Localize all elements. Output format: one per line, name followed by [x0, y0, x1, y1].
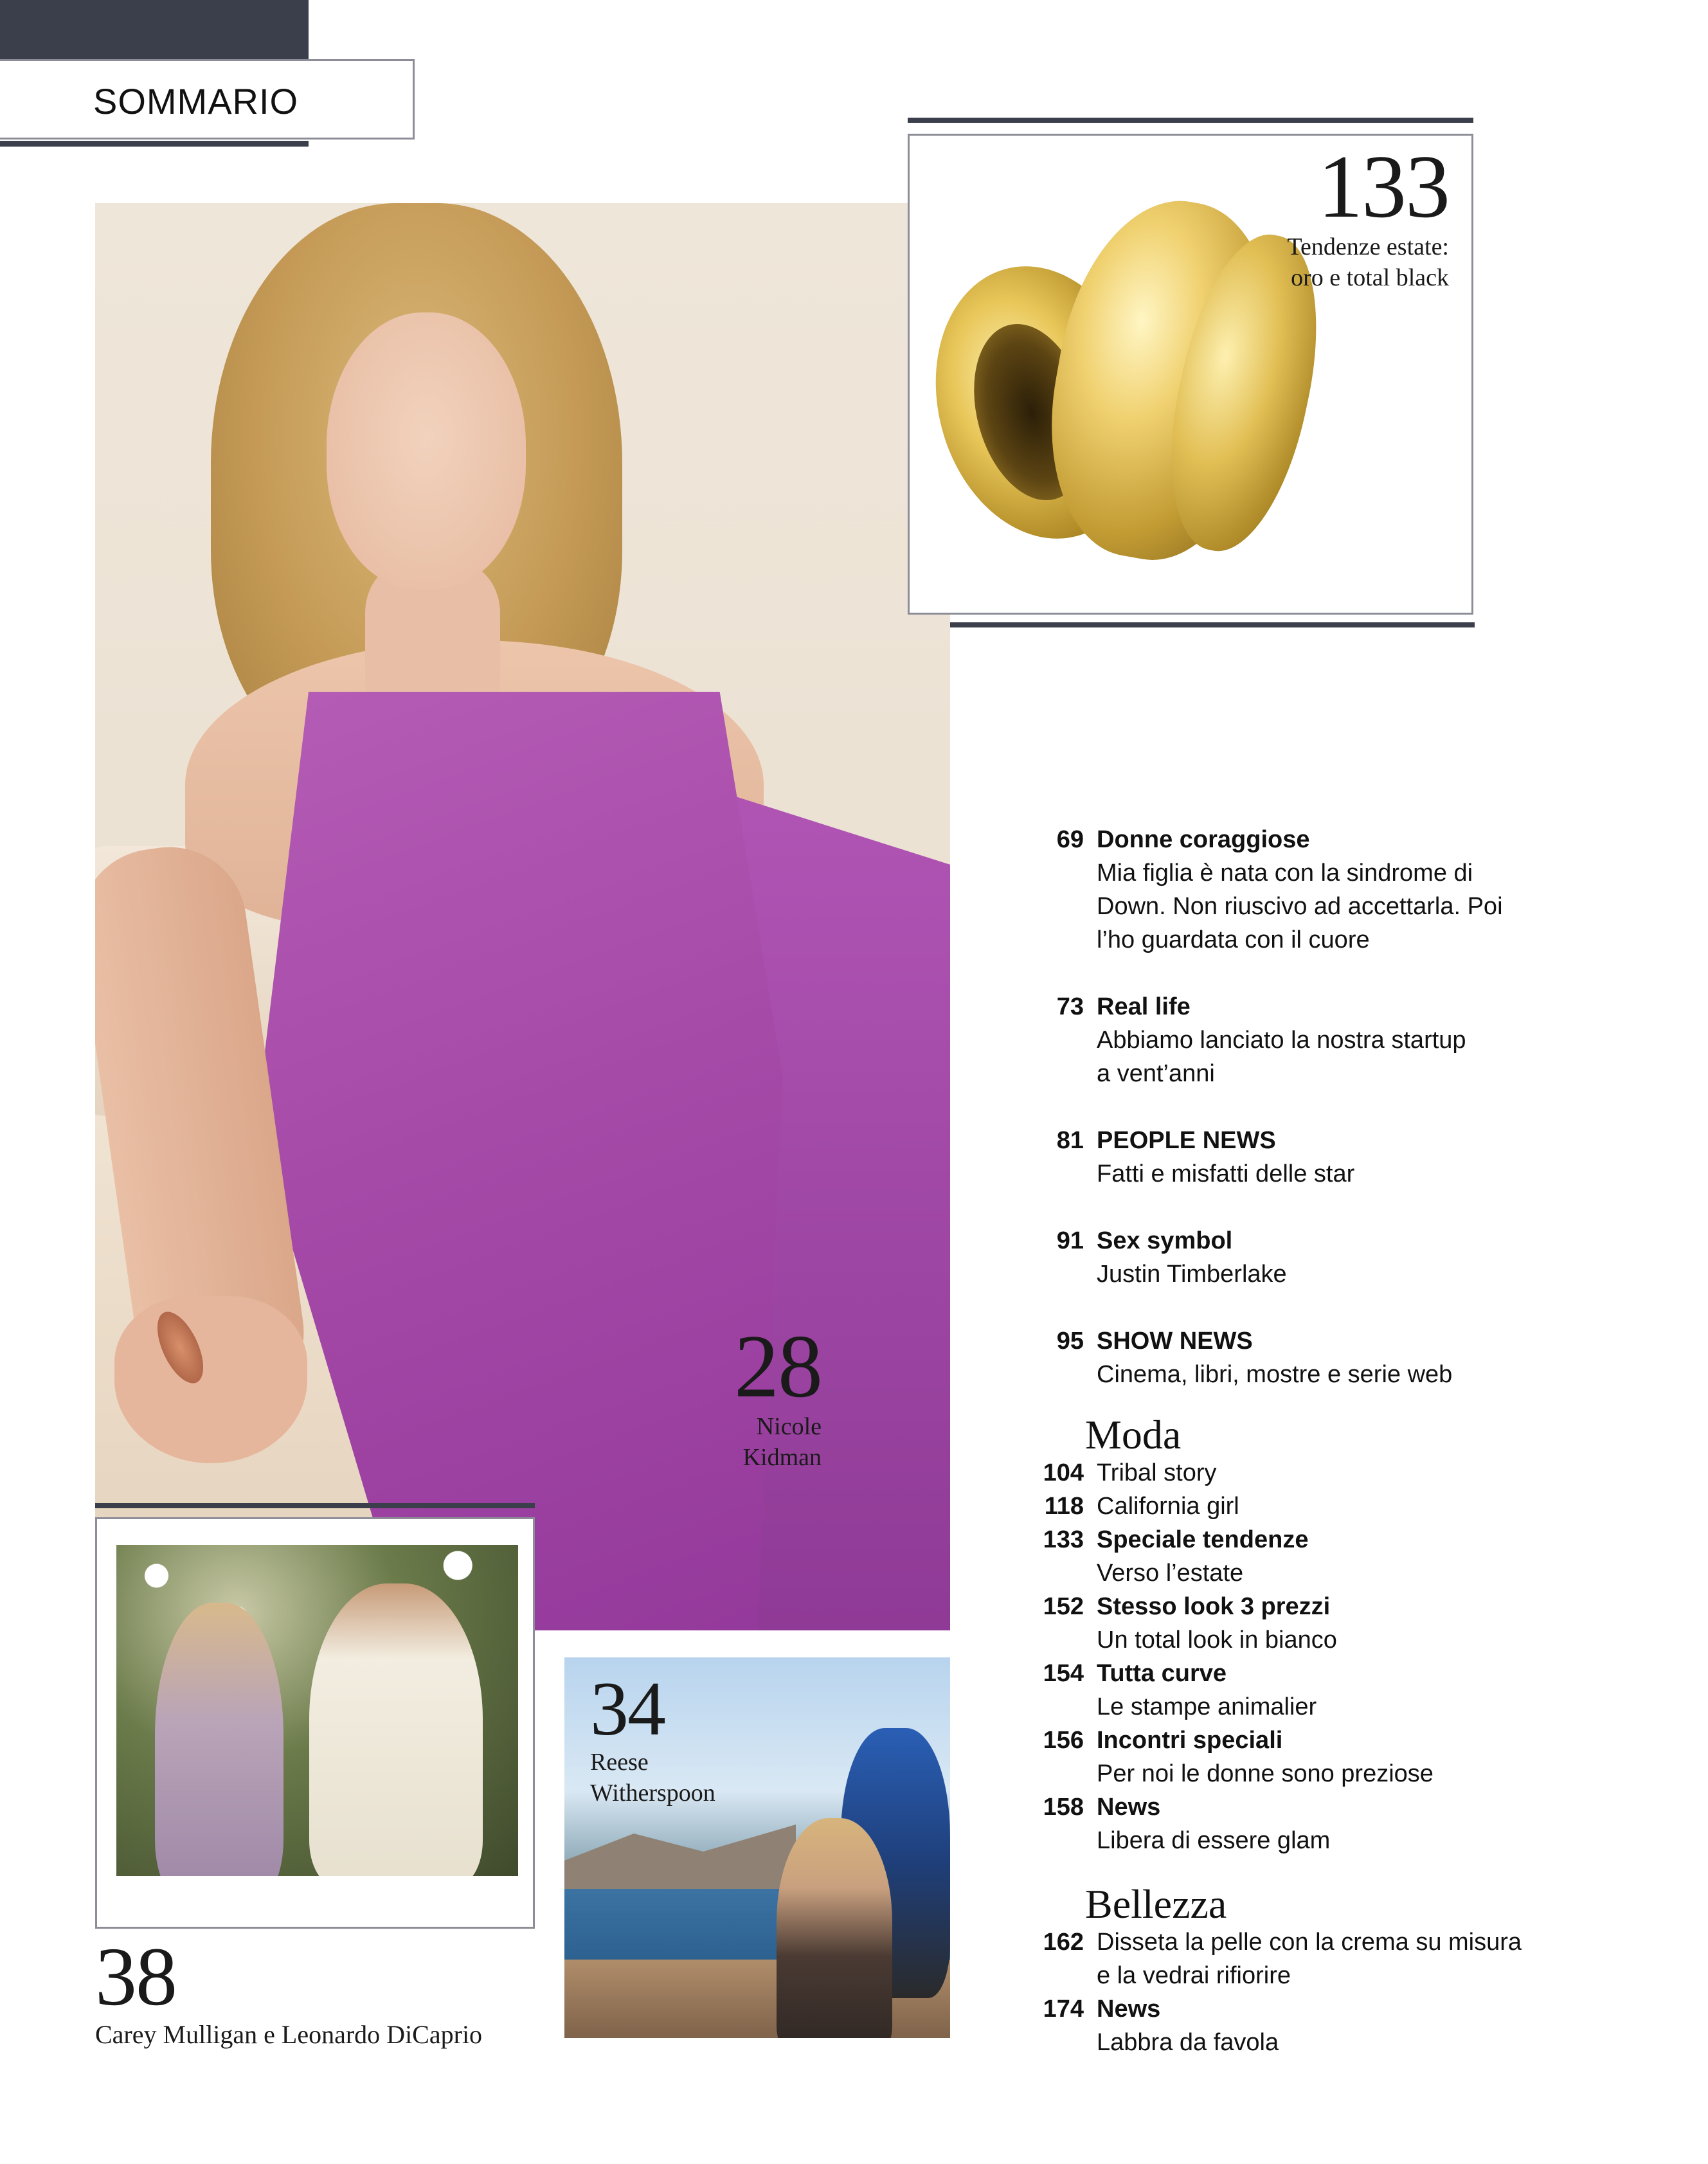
toc-description: Labbra da favola — [1097, 2029, 1279, 2056]
photo-great-gatsby-still — [116, 1545, 518, 1876]
cover-photo-nicole-kidman[interactable] — [95, 203, 950, 1630]
caption-34 — [590, 1666, 715, 1808]
toc-title: Speciale tendenze — [1097, 1526, 1309, 1553]
caption-133 — [1192, 137, 1449, 293]
toc-description: Un total look in bianco — [1097, 1627, 1337, 1654]
feature-photo-34[interactable] — [564, 1657, 950, 2038]
toc-page-number: 73 — [1056, 993, 1084, 1020]
toc-title: California girl — [1097, 1493, 1239, 1520]
toc-page-number: 154 — [1043, 1660, 1084, 1687]
caption-line: Reese — [590, 1749, 649, 1776]
header-bar — [0, 0, 309, 59]
toc-section-heading: Bellezza — [1085, 1881, 1227, 1927]
caption-line: oro e total black — [1291, 264, 1449, 291]
caption-page-number: 34 — [590, 1666, 665, 1751]
toc-description: Down. Non riuscivo ad accettarla. Poi — [1097, 893, 1503, 920]
photo-38-top-rule — [95, 1503, 535, 1508]
section-title: SOMMARIO — [93, 81, 299, 122]
toc-page-number: 133 — [1043, 1526, 1084, 1553]
toc-page-number: 118 — [1044, 1493, 1084, 1520]
ring-box-top-rule — [908, 118, 1473, 123]
toc-page-number: 95 — [1056, 1328, 1084, 1355]
caption-line: Kidman — [742, 1443, 822, 1471]
caption-28 — [693, 1317, 822, 1473]
toc-title: Tutta curve — [1097, 1660, 1227, 1687]
toc-page-number: 174 — [1043, 1996, 1084, 2023]
toc-title: Donne coraggiose — [1097, 826, 1310, 853]
caption-line: Carey Mulligan e Leonardo DiCaprio — [95, 2020, 483, 2049]
toc-description: Abbiamo lanciato la nostra startup — [1097, 1027, 1466, 1054]
toc-page-number: 69 — [1056, 826, 1084, 853]
toc-title: News — [1097, 1794, 1161, 1821]
toc-page-number: 158 — [1043, 1794, 1084, 1821]
toc-title: News — [1097, 1996, 1161, 2023]
feature-ring-box[interactable] — [908, 134, 1473, 615]
photo-woman — [155, 1603, 283, 1876]
toc-title: Disseta la pelle con la crema su misura — [1097, 1929, 1522, 1956]
toc-page-number: 162 — [1043, 1929, 1084, 1956]
toc-description: Fatti e misfatti delle star — [1097, 1160, 1355, 1187]
toc-title: Real life — [1097, 993, 1191, 1020]
toc-description: Verso l’estate — [1097, 1560, 1244, 1587]
toc-description: l’ho guardata con il cuore — [1097, 926, 1370, 953]
toc-description: Cinema, libri, mostre e serie web — [1097, 1361, 1453, 1388]
toc-title: Sex symbol — [1097, 1227, 1233, 1254]
toc-page-number: 104 — [1043, 1459, 1084, 1486]
toc-description: Le stampe animalier — [1097, 1693, 1317, 1720]
caption-line: Nicole — [756, 1413, 822, 1440]
toc-title: PEOPLE NEWS — [1097, 1127, 1276, 1154]
toc-description: Libera di essere glam — [1097, 1827, 1331, 1854]
header-box — [0, 59, 415, 140]
toc-title: Incontri speciali — [1097, 1727, 1283, 1754]
caption-page-number: 38 — [95, 1931, 176, 2023]
toc-page-number: 81 — [1056, 1127, 1084, 1154]
ring-box-bottom-rule — [950, 622, 1475, 627]
toc-page-number: 152 — [1043, 1593, 1084, 1620]
photo-man — [309, 1583, 483, 1876]
photo-face — [327, 312, 526, 589]
caption-line: Witherspoon — [590, 1779, 715, 1807]
photo-hand — [114, 1296, 307, 1463]
toc-title: SHOW NEWS — [1097, 1328, 1253, 1355]
caption-page-number: 28 — [734, 1317, 822, 1416]
toc-section-heading: Moda — [1085, 1412, 1182, 1457]
toc-description: e la vedrai rifiorire — [1097, 1962, 1291, 1989]
toc-page-number: 156 — [1043, 1727, 1084, 1754]
toc-description: Per noi le donne sono preziose — [1097, 1760, 1434, 1787]
toc-description: Justin Timberlake — [1097, 1261, 1287, 1288]
toc-page-number: 91 — [1056, 1227, 1084, 1254]
caption-38 — [95, 1931, 483, 2051]
toc-title: Stesso look 3 prezzi — [1097, 1593, 1331, 1620]
toc-description: a vent’anni — [1097, 1060, 1215, 1087]
toc-title: Tribal story — [1097, 1459, 1217, 1486]
caption-line: Tendenze estate: — [1287, 233, 1449, 260]
feature-photo-38[interactable] — [95, 1517, 535, 1929]
caption-page-number: 133 — [1318, 137, 1449, 237]
header-underline — [0, 141, 309, 147]
photo-hiker — [777, 1818, 892, 2038]
toc-description: Mia figlia è nata con la sindrome di — [1097, 860, 1473, 887]
